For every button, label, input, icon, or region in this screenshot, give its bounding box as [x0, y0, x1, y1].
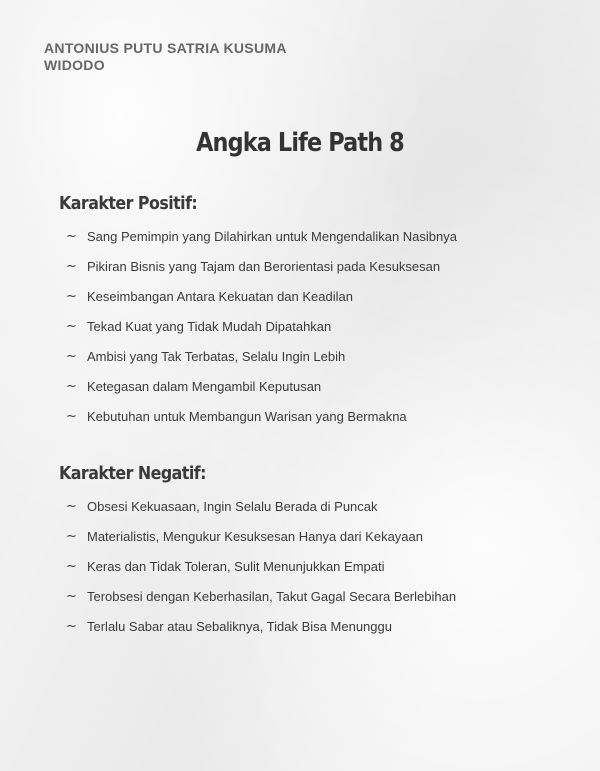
list-item: [66, 498, 456, 528]
list-item: [66, 318, 457, 348]
positive-traits-list: [66, 228, 457, 438]
list-item-text: Terlalu Sabar atau Sebaliknya, Tidak Bisa Menunggu: [87, 619, 392, 634]
tilde-bullet-icon: ~: [66, 259, 77, 274]
list-item-text: Tekad Kuat yang Tidak Mudah Dipatahkan: [87, 319, 332, 334]
list-item: [66, 348, 457, 378]
list-item: [66, 228, 457, 258]
tilde-bullet-icon: ~: [66, 409, 77, 424]
tilde-bullet-icon: ~: [66, 529, 77, 544]
list-item: [66, 588, 456, 618]
tilde-bullet-icon: ~: [66, 559, 77, 574]
list-item-text: Pikiran Bisnis yang Tajam dan Berorientasi pada Kesuksesan: [87, 259, 441, 274]
list-item-text: Sang Pemimpin yang Dilahirkan untuk Mengendalikan Nasibnya: [87, 229, 457, 244]
positive-traits-heading: Karakter Positif:: [59, 193, 198, 214]
tilde-bullet-icon: ~: [66, 229, 77, 244]
negative-traits-heading: Karakter Negatif:: [59, 463, 206, 484]
list-item-text: Keras dan Tidak Toleran, Sulit Menunjukkan Empati: [87, 559, 385, 574]
list-item: [66, 528, 456, 558]
list-item-text: Kebutuhan untuk Membangun Warisan yang Bermakna: [87, 409, 407, 424]
tilde-bullet-icon: ~: [66, 289, 77, 304]
list-item: [66, 558, 456, 588]
list-item: [66, 378, 457, 408]
list-item-text: Materialistis, Mengukur Kesuksesan Hanya dari Kekayaan: [87, 529, 424, 544]
list-item-text: Keseimbangan Antara Kekuatan dan Keadilan: [87, 289, 353, 304]
list-item-text: Ambisi yang Tak Terbatas, Selalu Ingin Lebih: [87, 349, 346, 364]
negative-traits-list: [66, 498, 456, 648]
list-item-text: Ketegasan dalam Mengambil Keputusan: [87, 379, 322, 394]
tilde-bullet-icon: ~: [66, 319, 77, 334]
tilde-bullet-icon: ~: [66, 619, 77, 634]
list-item: [66, 408, 457, 438]
tilde-bullet-icon: ~: [66, 499, 77, 514]
list-item-text: Obsesi Kekuasaan, Ingin Selalu Berada di Puncak: [87, 499, 378, 514]
tilde-bullet-icon: ~: [66, 349, 77, 364]
author-name: ANTONIUS PUTU SATRIA KUSUMA WIDODO: [44, 40, 287, 73]
list-item: [66, 258, 457, 288]
tilde-bullet-icon: ~: [66, 589, 77, 604]
list-item: [66, 288, 457, 318]
page-title: Angka Life Path 8: [196, 128, 404, 158]
tilde-bullet-icon: ~: [66, 379, 77, 394]
list-item: [66, 618, 456, 648]
list-item-text: Terobsesi dengan Keberhasilan, Takut Gagal Secara Berlebihan: [87, 589, 457, 604]
